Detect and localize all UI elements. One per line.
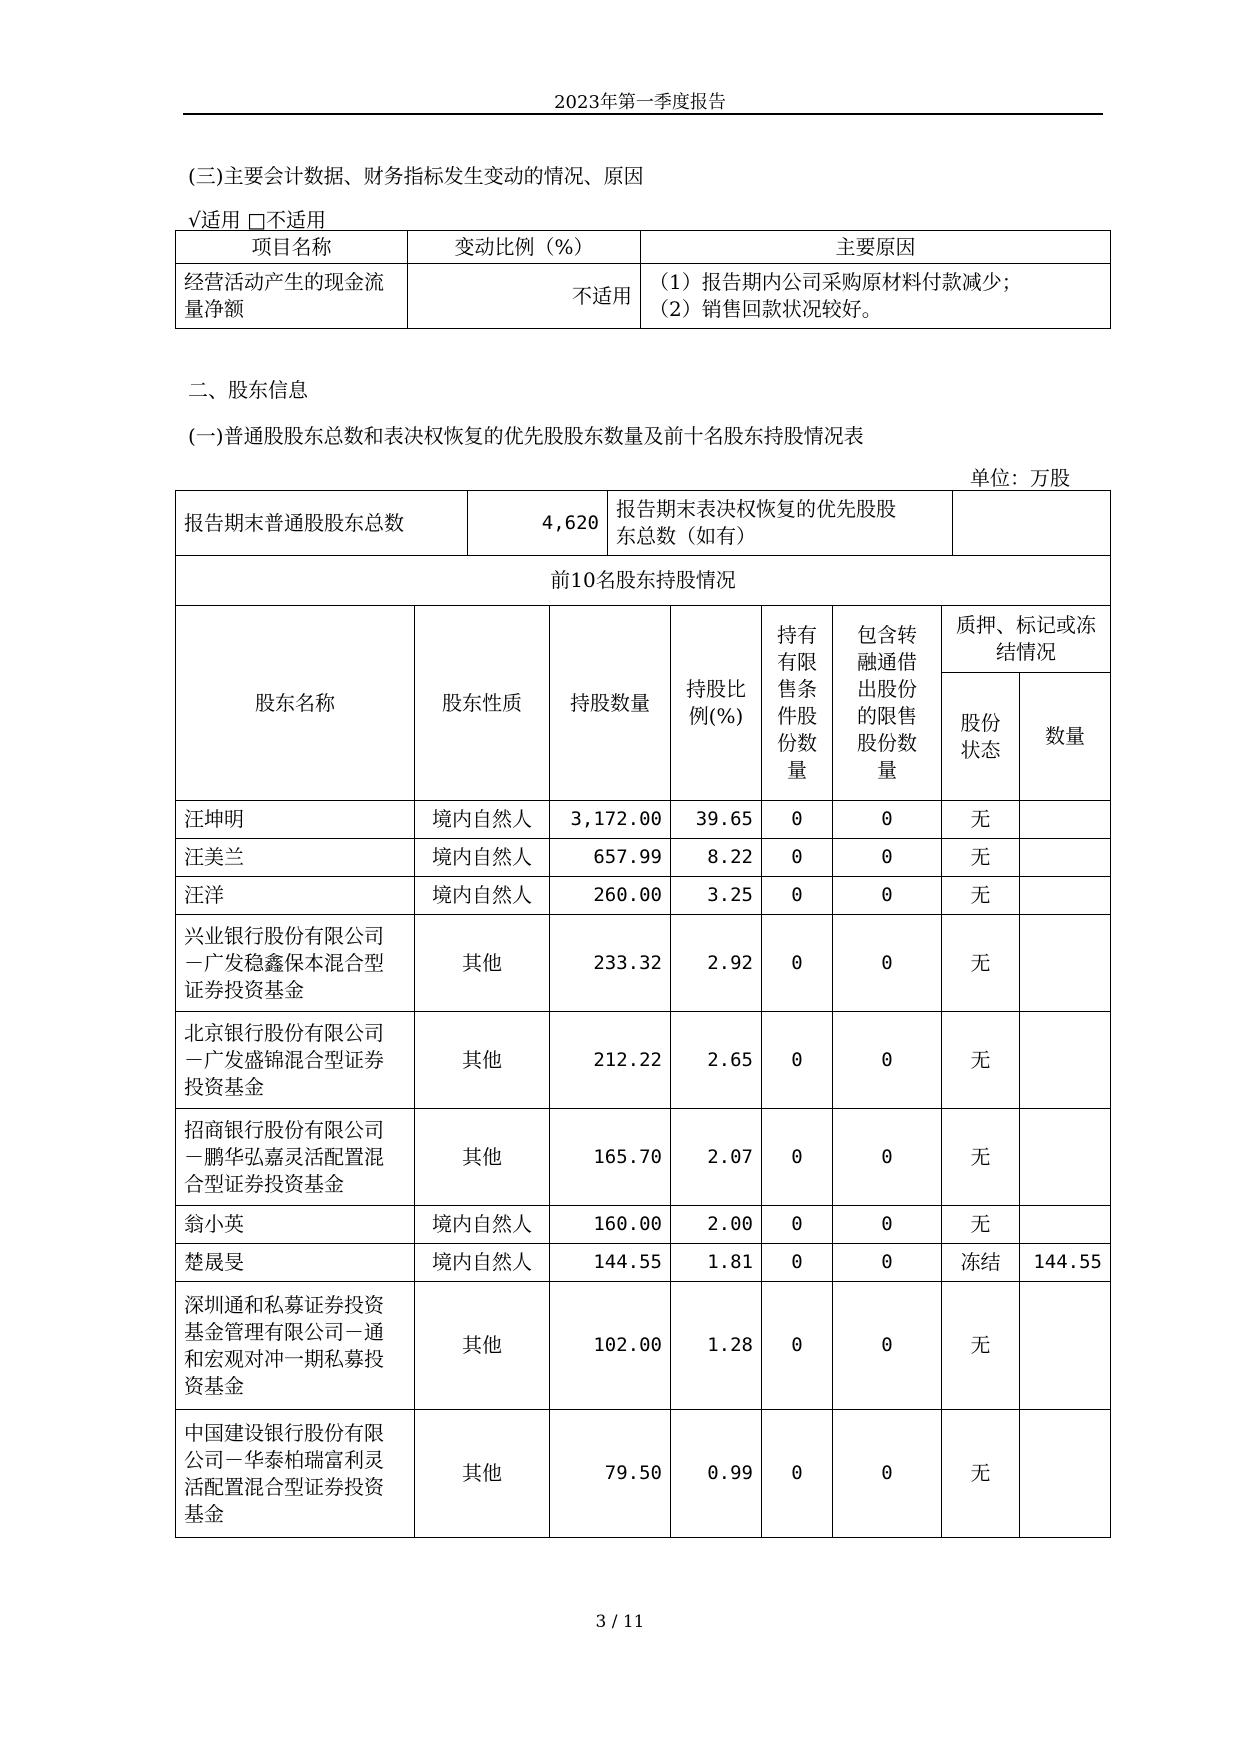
shareholder-name-line: 翁小英 — [184, 1212, 244, 1236]
shareholder-name-line: 楚晟旻 — [184, 1250, 244, 1274]
lending-shares: 0 — [833, 1206, 942, 1244]
change-reason-table — [175, 230, 1111, 329]
table-row — [176, 1410, 1111, 1538]
holding-ratio: 39.65 — [671, 801, 762, 839]
shares-held: 212.22 — [550, 1012, 671, 1109]
holding-ratio: 2.00 — [671, 1206, 762, 1244]
header-line: 持有 — [777, 623, 817, 647]
table-row — [176, 1244, 1111, 1282]
shares-held: 3,172.00 — [550, 801, 671, 839]
shareholder-name-line: 汪洋 — [184, 883, 224, 907]
header-shares: 持股数量 — [550, 606, 671, 801]
shareholder-name-line: 中国建设银行股份有限 — [184, 1420, 384, 1445]
pledge-quantity — [1020, 1109, 1111, 1206]
header-line: 量 — [787, 758, 807, 782]
col-main-reason: 主要原因 — [641, 231, 1111, 264]
shareholder-name — [176, 1012, 415, 1109]
restricted-shares: 0 — [762, 1012, 833, 1109]
lending-shares: 0 — [833, 1109, 942, 1206]
shareholder-name-line: 基金 — [184, 1501, 224, 1526]
reason-line: （1）报告期内公司采购原材料付款减少； — [649, 270, 1022, 294]
restricted-shares: 0 — [762, 1206, 833, 1244]
pledge-quantity — [1020, 1282, 1111, 1410]
shareholder-name-line: 兴业银行股份有限公司 — [184, 923, 384, 948]
holding-ratio: 2.07 — [671, 1109, 762, 1206]
shares-held: 657.99 — [550, 839, 671, 877]
top10-title: 前10名股东持股情况 — [176, 556, 1111, 606]
header-line: 的限售 — [857, 704, 917, 728]
table-row — [176, 839, 1111, 877]
share-status: 无 — [942, 1410, 1020, 1538]
shareholder-nature: 境内自然人 — [415, 801, 550, 839]
restricted-shares: 0 — [762, 915, 833, 1012]
shares-held: 160.00 — [550, 1206, 671, 1244]
pledge-quantity — [1020, 1012, 1111, 1109]
header-line: 量 — [877, 758, 897, 782]
header-line: 份数 — [777, 731, 817, 755]
restricted-shares: 0 — [762, 801, 833, 839]
holding-ratio: 1.28 — [671, 1282, 762, 1410]
pledge-quantity — [1020, 839, 1111, 877]
shareholder-name-line: 合型证券投资基金 — [184, 1171, 344, 1196]
header-rule — [183, 113, 1103, 115]
holding-ratio: 1.81 — [671, 1244, 762, 1282]
unit-label: 单位：万股 — [970, 466, 1070, 490]
lending-shares: 0 — [833, 839, 942, 877]
reason-line: （2）销售回款状况较好。 — [649, 297, 882, 321]
header-line: 出股份 — [857, 677, 917, 701]
lending-shares: 0 — [833, 877, 942, 915]
share-status: 冻结 — [942, 1244, 1020, 1282]
shares-held: 165.70 — [550, 1109, 671, 1206]
shareholder-name — [176, 1244, 415, 1282]
shareholder-name — [176, 877, 415, 915]
header-line: 股份数 — [857, 731, 917, 755]
restricted-shares: 0 — [762, 1109, 833, 1206]
shareholder-name — [176, 1410, 415, 1538]
section3-heading: (三)主要会计数据、财务指标发生变动的情况、原因 — [188, 164, 644, 188]
header-line: 件股 — [777, 704, 817, 728]
lending-shares: 0 — [833, 1282, 942, 1410]
lending-shares: 0 — [833, 1012, 942, 1109]
shareholder-nature: 境内自然人 — [415, 839, 550, 877]
restricted-shares: 0 — [762, 839, 833, 877]
table-row — [176, 1012, 1111, 1109]
restricted-shares: 0 — [762, 1410, 833, 1538]
shareholder-name — [176, 1109, 415, 1206]
shareholder-name-line: 汪坤明 — [184, 807, 244, 831]
shareholder-name-line: 和宏观对冲一期私募投 — [184, 1346, 384, 1371]
header-share-status — [942, 673, 1020, 801]
restricted-shares: 0 — [762, 877, 833, 915]
change-ratio-cell: 不适用 — [408, 264, 641, 329]
total-shareholders-value: 4,620 — [468, 491, 608, 556]
shareholder-name-line: 汪美兰 — [184, 845, 244, 869]
preferred-shareholders-value — [953, 491, 1111, 556]
shareholder-name-line: －鹏华弘嘉灵活配置混 — [184, 1144, 384, 1169]
preferred-shareholders-label — [608, 491, 953, 556]
header-line: 融通借 — [857, 650, 917, 674]
pledge-quantity: 144.55 — [1020, 1244, 1111, 1282]
header-line: 包含转 — [857, 623, 917, 647]
shareholder-nature: 其他 — [415, 915, 550, 1012]
share-status: 无 — [942, 1282, 1020, 1410]
shareholder-name-line: 活配置混合型证券投资 — [184, 1474, 384, 1499]
total-shareholders-label: 报告期末普通股股东总数 — [176, 491, 468, 556]
shareholder-name-line: 北京银行股份有限公司 — [184, 1020, 384, 1045]
lending-shares: 0 — [833, 1244, 942, 1282]
share-status: 无 — [942, 801, 1020, 839]
share-status: 无 — [942, 1012, 1020, 1109]
holding-ratio: 2.92 — [671, 915, 762, 1012]
shareholder-nature: 其他 — [415, 1282, 550, 1410]
header-line: 股份 — [960, 710, 1001, 735]
shareholder-name-line: 公司－华泰柏瑞富利灵 — [184, 1447, 384, 1472]
reason-cell — [641, 264, 1111, 329]
header-ratio — [671, 606, 762, 801]
shareholder-nature: 其他 — [415, 1012, 550, 1109]
header-pledge-quantity: 数量 — [1020, 673, 1111, 801]
header-line: 结情况 — [996, 640, 1056, 664]
item-name-line: 经营活动产生的现金流 — [184, 270, 384, 294]
pledge-quantity — [1020, 1206, 1111, 1244]
restricted-shares: 0 — [762, 1244, 833, 1282]
report-header: 2023年第一季度报告 — [554, 92, 726, 113]
shares-held: 260.00 — [550, 877, 671, 915]
preferred-label-line: 东总数（如有） — [616, 524, 756, 548]
shareholder-name-line: 招商银行股份有限公司 — [184, 1117, 384, 1142]
page-number: 3 / 11 — [595, 1612, 645, 1632]
shareholder-rows — [176, 801, 1111, 1538]
header-restricted-shares — [762, 606, 833, 801]
shareholder-nature: 其他 — [415, 1109, 550, 1206]
shareholder-nature: 境内自然人 — [415, 1206, 550, 1244]
header-line: 状态 — [960, 737, 1001, 762]
lending-shares: 0 — [833, 915, 942, 1012]
section2-subheading: (一)普通股股东总数和表决权恢复的优先股股东数量及前十名股东持股情况表 — [188, 424, 864, 448]
shareholder-name-line: －广发稳鑫保本混合型 — [184, 950, 384, 975]
holding-ratio: 2.65 — [671, 1012, 762, 1109]
holding-ratio: 3.25 — [671, 877, 762, 915]
table-row — [176, 877, 1111, 915]
share-status: 无 — [942, 1109, 1020, 1206]
header-line: 质押、标记或冻 — [956, 613, 1096, 637]
shareholder-name — [176, 1206, 415, 1244]
shares-held: 233.32 — [550, 915, 671, 1012]
col-change-ratio: 变动比例（%） — [408, 231, 641, 264]
table-row — [176, 801, 1111, 839]
header-lending-shares — [833, 606, 942, 801]
pledge-quantity — [1020, 877, 1111, 915]
shareholder-name-line: －广发盛锦混合型证券 — [184, 1047, 384, 1072]
shares-held: 79.50 — [550, 1410, 671, 1538]
shareholder-name — [176, 1282, 415, 1410]
lending-shares: 0 — [833, 801, 942, 839]
lending-shares: 0 — [833, 1410, 942, 1538]
header-line: 有限 — [777, 650, 817, 674]
holding-ratio: 8.22 — [671, 839, 762, 877]
shareholder-name — [176, 801, 415, 839]
shareholder-name-line: 资基金 — [184, 1373, 244, 1398]
share-status: 无 — [942, 839, 1020, 877]
table-row — [176, 1282, 1111, 1410]
table-row — [176, 1109, 1111, 1206]
shareholder-name-line: 深圳通和私募证券投资 — [184, 1292, 384, 1317]
applicable-checkbox: √适用 □不适用 — [188, 208, 326, 232]
header-shareholder-name: 股东名称 — [176, 606, 415, 801]
holding-ratio: 0.99 — [671, 1410, 762, 1538]
header-ratio-line: 持股比 — [686, 677, 746, 701]
restricted-shares: 0 — [762, 1282, 833, 1410]
shareholder-nature: 境内自然人 — [415, 877, 550, 915]
section2-heading: 二、股东信息 — [188, 378, 308, 402]
shareholder-name-line: 基金管理有限公司－通 — [184, 1319, 384, 1344]
shares-held: 102.00 — [550, 1282, 671, 1410]
shareholder-nature: 其他 — [415, 1410, 550, 1538]
item-name-line: 量净额 — [184, 297, 244, 321]
table-row — [176, 1206, 1111, 1244]
shareholder-summary-table — [175, 490, 1111, 606]
shares-held: 144.55 — [550, 1244, 671, 1282]
share-status: 无 — [942, 915, 1020, 1012]
pledge-quantity — [1020, 1410, 1111, 1538]
header-line: 售条 — [777, 677, 817, 701]
share-status: 无 — [942, 877, 1020, 915]
shareholder-name-line: 证券投资基金 — [184, 977, 304, 1002]
preferred-label-line: 报告期末表决权恢复的优先股股 — [616, 497, 896, 521]
shareholder-name — [176, 915, 415, 1012]
col-item-name: 项目名称 — [176, 231, 408, 264]
table-row — [176, 915, 1111, 1012]
shareholder-name-line: 投资基金 — [184, 1074, 264, 1099]
pledge-quantity — [1020, 915, 1111, 1012]
header-ratio-line: 例(%) — [688, 704, 744, 728]
header-shareholder-nature: 股东性质 — [415, 606, 550, 801]
shareholder-nature: 境内自然人 — [415, 1244, 550, 1282]
item-name-cell — [176, 264, 408, 329]
header-pledge — [942, 606, 1111, 673]
pledge-quantity — [1020, 801, 1111, 839]
shareholder-name — [176, 839, 415, 877]
top10-shareholders-table — [175, 605, 1111, 1538]
share-status: 无 — [942, 1206, 1020, 1244]
